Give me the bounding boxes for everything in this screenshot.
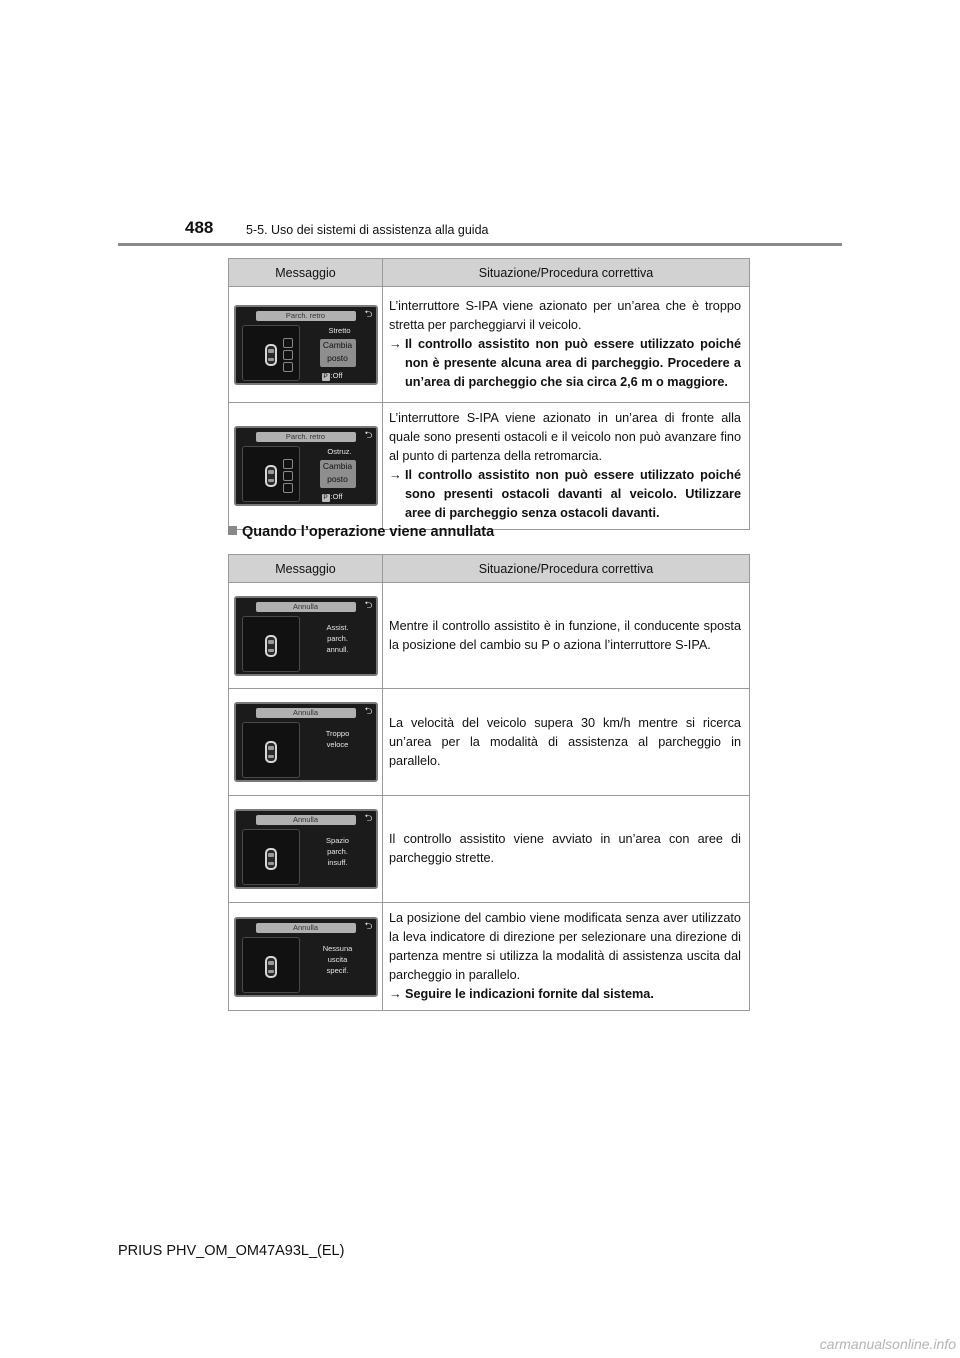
message-line: Nessuna xyxy=(322,943,353,953)
button-line: posto xyxy=(327,474,348,484)
p-label: :Off xyxy=(330,370,343,380)
p-icon: P xyxy=(323,494,328,501)
car-icon xyxy=(265,465,277,487)
display-screen xyxy=(234,917,378,997)
back-arrow-icon: ⮌ xyxy=(364,813,373,824)
parking-panel xyxy=(242,325,300,381)
change-spot-button xyxy=(320,460,356,488)
p-icon: P xyxy=(323,372,328,380)
message-line: Troppo xyxy=(325,729,350,738)
message-line: Assist. xyxy=(326,622,349,632)
car-icon xyxy=(265,741,277,763)
parking-panel xyxy=(242,722,300,778)
procedure-text xyxy=(389,466,741,523)
parking-panel xyxy=(242,829,300,885)
procedure-content: Il controllo assistito non può essere utilizzato poiché non è presente alcuna area di parcheggio. Procedere a un’area di parcheggio che sia circa 2,6 m o maggiore. xyxy=(405,337,741,389)
back-arrow-icon: ⮌ xyxy=(364,599,373,611)
message-line: Spazio xyxy=(326,836,349,845)
arrow-icon: → xyxy=(389,987,402,1001)
message-line: annull. xyxy=(326,644,349,654)
procedure-text xyxy=(389,335,741,392)
parking-panel xyxy=(242,616,300,672)
situation-text: Mentre il controllo assistito è in funzione, il conducente sposta la posizione del cambio su P o aziona l’interruttore S-IPA. xyxy=(389,618,741,652)
p-off-button xyxy=(322,371,343,381)
screen-message xyxy=(302,622,374,655)
parking-panel xyxy=(242,937,300,993)
subheading xyxy=(228,524,494,540)
footer-code: PRIUS PHV_OM_OM47A93L_(EL) xyxy=(118,1243,345,1259)
display-screen xyxy=(234,426,378,506)
car-icon xyxy=(265,848,277,870)
table-row xyxy=(229,287,750,403)
screen-title: Annulla xyxy=(256,602,356,612)
slot-icon xyxy=(283,483,293,493)
situation-text: Il controllo assistito viene avviato in un’area con aree di parcheggio strette. xyxy=(389,832,741,865)
table-row xyxy=(229,903,750,1011)
col-header-situation: Situazione/Procedura correttiva xyxy=(383,555,750,583)
back-arrow-icon: ⮌ xyxy=(364,706,373,717)
message-line: veloce xyxy=(326,740,349,749)
car-icon xyxy=(265,344,277,366)
message-line: uscita xyxy=(327,954,348,964)
back-arrow-icon: ⮌ xyxy=(364,920,373,932)
section-title: 5-5. Uso dei sistemi di assistenza alla guida xyxy=(246,223,489,237)
table-row xyxy=(229,403,750,530)
slot-icon xyxy=(283,338,293,348)
slot-icon xyxy=(283,350,293,360)
watermark: carmanualsonline.info xyxy=(819,1336,956,1352)
arrow-icon: → xyxy=(389,337,402,351)
screen-title: Annulla xyxy=(256,708,356,718)
situation-text: L’interruttore S-IPA viene azionato per un’area che è troppo stretta per parcheggiarvi il veicolo. xyxy=(389,299,741,332)
back-arrow-icon: ⮌ xyxy=(364,308,373,320)
car-icon xyxy=(265,956,277,978)
arrow-icon: → xyxy=(389,468,402,482)
display-screen xyxy=(234,702,378,782)
procedure-content: Seguire le indicazioni fornite dal sistema. xyxy=(405,987,654,1001)
display-screen xyxy=(234,596,378,676)
slot-icon xyxy=(283,459,293,469)
change-spot-button xyxy=(320,339,356,367)
display-screen xyxy=(234,809,378,889)
back-arrow-icon: ⮌ xyxy=(364,430,373,441)
message-line: parch. xyxy=(327,847,348,856)
col-header-situation: Situazione/Procedura correttiva xyxy=(383,259,750,287)
slot-icon xyxy=(283,362,293,372)
situation-text: La posizione del cambio viene modificata senza aver utilizzato la leva indicatore di direzione per selezionare una direzione di partenza mentre si utilizza la modalità di assistenza uscita dal parcheggio in parallelo. xyxy=(389,911,741,982)
message-line: specif. xyxy=(326,965,349,975)
procedure-content: Il controllo assistito non può essere utilizzato poiché sono presenti ostacoli davanti al veicolo. Utilizzare aree di parcheggio senza ostacoli davanti. xyxy=(405,468,741,520)
message-line: insuff. xyxy=(327,858,348,867)
table-row xyxy=(229,583,750,689)
message-line: parch. xyxy=(327,633,348,643)
screen-message xyxy=(302,728,374,750)
button-line: Cambia xyxy=(322,339,353,350)
p-label: :Off xyxy=(330,492,343,501)
page-number: 488 xyxy=(185,218,214,237)
table-row xyxy=(229,689,750,796)
button-line: Cambia xyxy=(322,461,353,471)
screen-title: Parch. retro xyxy=(256,432,356,442)
col-header-message: Messaggio xyxy=(229,555,383,583)
table-row xyxy=(229,796,750,903)
procedure-text xyxy=(389,985,741,1004)
screen-title: Annulla xyxy=(256,815,356,825)
header-rule xyxy=(118,243,842,246)
situation-text: La velocità del veicolo supera 30 km/h mentre si ricerca un’area per la modalità di assistenza al parcheggio in parallelo. xyxy=(389,715,741,768)
car-icon xyxy=(265,635,277,657)
display-screen xyxy=(234,305,378,385)
screen-message: Ostruz. xyxy=(327,447,352,456)
parking-panel xyxy=(242,446,300,502)
screen-title: Parch. retro xyxy=(256,311,356,321)
button-line: posto xyxy=(327,352,348,363)
subheading-text: Quando l’operazione viene annullata xyxy=(242,524,495,540)
screen-message xyxy=(302,835,374,868)
screen-title: Annulla xyxy=(256,923,356,933)
situation-text: L’interruttore S-IPA viene azionato in un’area di fronte alla quale sono presenti ostacoli e il veicolo non può avanzare fino al punto di partenza della retromarcia. xyxy=(389,411,741,463)
screen-message: Stretto xyxy=(328,325,351,335)
square-bullet-icon xyxy=(228,526,237,535)
screen-message xyxy=(302,943,374,976)
messages-table-1 xyxy=(228,258,750,530)
slot-icon xyxy=(283,471,293,481)
messages-table-2 xyxy=(228,554,750,1011)
col-header-message: Messaggio xyxy=(229,259,383,287)
p-off-button xyxy=(322,492,343,502)
